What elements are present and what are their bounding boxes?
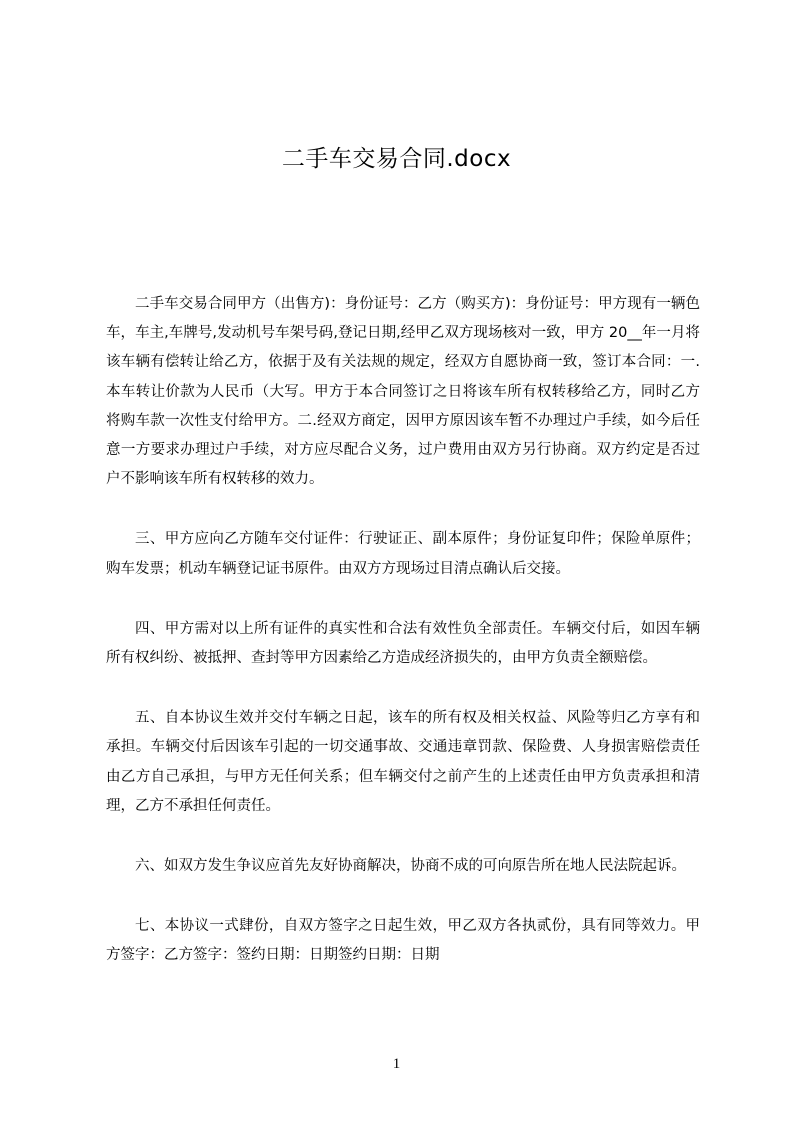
paragraph-clause-6: 六、如双方发生争议应首先友好协商解决，协商不成的可向原告所在地人民法院起诉。 [135,858,686,875]
document-body [106,290,700,1002]
page-number: 1 [392,1056,401,1072]
paragraph-clause-7: 七、本协议一式肆份，自双方签字之日起生效，甲乙双方各执贰份，具有同等效力。甲方签字：乙方签字：签约日期：日期签约日期：日期 [106,918,700,964]
paragraph-clause-4: 四、甲方需对以上所有证件的真实性和合法有效性负全部责任。车辆交付后，如因车辆所有权纠纷、被抵押、查封等甲方因素给乙方造成经济损失的，由甲方负责全额赔偿。 [106,620,700,667]
document-title: 二手车交易合同.docx [281,146,512,172]
paragraph-clause-3: 三、甲方应向乙方随车交付证件：行驶证正、副本原件；身份证复印件；保险单原件；购车发票；机动车辆登记证书原件。由双方方现场过目清点确认后交接。 [106,531,700,577]
paragraph-clause-5: 五、自本协议生效并交付车辆之日起，该车的所有权及相关权益、风险等归乙方享有和承担。车辆交付后因该车引起的一切交通事故、交通违章罚款、保险费、人身损害赔偿责任由乙方自己承担，与甲方无任何关系；但车辆交付之前产生的上述责任由甲方负责承担和清理，乙方不承担任何责任。 [106,710,700,814]
paragraph-intro: 二手车交易合同甲方（出售方)：身份证号：乙方（购买方)：身份证号：甲方现有一辆色车，车主,车牌号,发动机号车架号码,登记日期,经甲乙双方现场核对一致，甲方 20__年一月将该车辆有偿转让给乙方，依据于及有关法规的规定，经双方自愿协商一致，签订本合同：一.本车转让价款为人民币（大写。甲方于本合同签订之日将该车所有权转移给乙方，同时乙方将购车款一次性支付给甲方。二.经双方商定，因甲方原因该车暂不办理过户手续，如今后任意一方要求办理过户手续，对方应尽配合义务，过户费用由双方另行协商。双方约定是否过户不影响该车所有权转移的效力。 [106,296,700,488]
